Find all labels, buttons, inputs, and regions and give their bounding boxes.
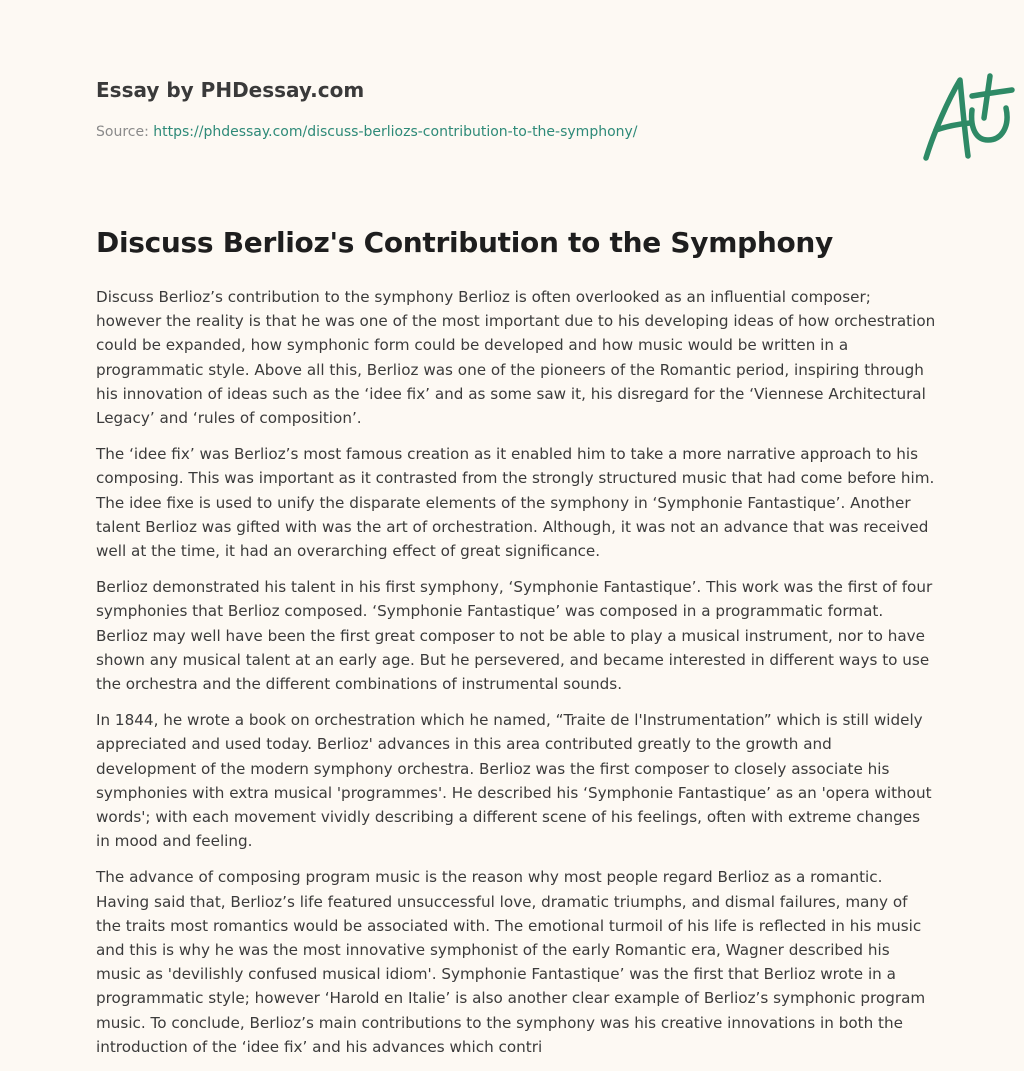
source-line <box>96 124 638 140</box>
essay-body <box>96 285 936 1071</box>
essay-paragraph: In 1844, he wrote a book on orchestration which he named, “Traite de l'Instrumentation” which is still widely appreciated and used today. Berlioz' advances in this area contributed greatly to the growth and development of the modern symphony orchestra. Berlioz was the first composer to closely associate his symphonies with extra musical 'programmes'. He described his ‘Symphonie Fantastique’ as an 'opera without words'; with each movement vividly describing a different scene of his feelings, often with extreme changes in mood and feeling. <box>96 711 932 851</box>
essay-paragraph: The ‘idee fix’ was Berlioz’s most famous creation as it enabled him to take a more narrative approach to his composing. This was important as it contrasted from the strongly structured music that had come before him. The idee fixe is used to unify the disparate elements of the symphony in ‘Symphonie Fantastique’. Another talent Berlioz was gifted with was the art of orchestration. Although, it was not an advance that was received well at the time, it had an overarching effect of great significance. <box>96 445 935 561</box>
essay-paragraph: The advance of composing program music is the reason why most people regard Berlioz as a romantic. Having said that, Berlioz’s life featured unsuccessful love, dramatic triumphs, and dismal failures, many of the traits most romantics would be associated with. The emotional turmoil of his life is reflected in his music and this is why he was the most innovative symphonist of the early Romantic era, Wagner described his music as 'devilishly confused musical idiom'. Symphonie Fantastique’ was the first that Berlioz wrote in a programmatic style; however ‘Harold en Italie’ is also another clear example of Berlioz’s symphonic program music. To conclude, Berlioz’s main contributions to the symphony was his creative innovations in both the introduction of the ‘idee fix’ and his advances which contri <box>96 868 926 1056</box>
source-label: Source: <box>96 124 154 140</box>
site-title: Essay by PHDessay.com <box>96 78 365 102</box>
source-link[interactable]: https://phdessay.com/discuss-berliozs-contribution-to-the-symphony/ <box>153 124 638 140</box>
essay-paragraph: Berlioz demonstrated his talent in his first symphony, ‘Symphonie Fantastique’. This work was the first of four symphonies that Berlioz composed. ‘Symphonie Fantastique’ was composed in a programmatic format. Berlioz may well have been the first great composer to not be able to play a musical instrument, nor to have shown any musical talent at an early age. But he persevered, and became interested in different ways to use the orchestra and the different combinations of instrumental sounds. <box>96 578 933 694</box>
essay-title: Discuss Berlioz's Contribution to the Symphony <box>96 226 833 259</box>
essay-paragraph: Discuss Berlioz’s contribution to the symphony Berlioz is often overlooked as an influential composer; however the reality is that he was one of the most important due to his developing ideas of how orchestration could be expanded, how symphonic form could be developed and how music would be written in a programmatic style. Above all this, Berlioz was one of the pioneers of the Romantic period, inspiring through his innovation of ideas such as the ‘idee fix’ and as some saw it, his disregard for the ‘Viennese Architectural Legacy’ and ‘rules of composition’. <box>96 288 936 428</box>
a-plus-logo-icon <box>918 66 1024 166</box>
